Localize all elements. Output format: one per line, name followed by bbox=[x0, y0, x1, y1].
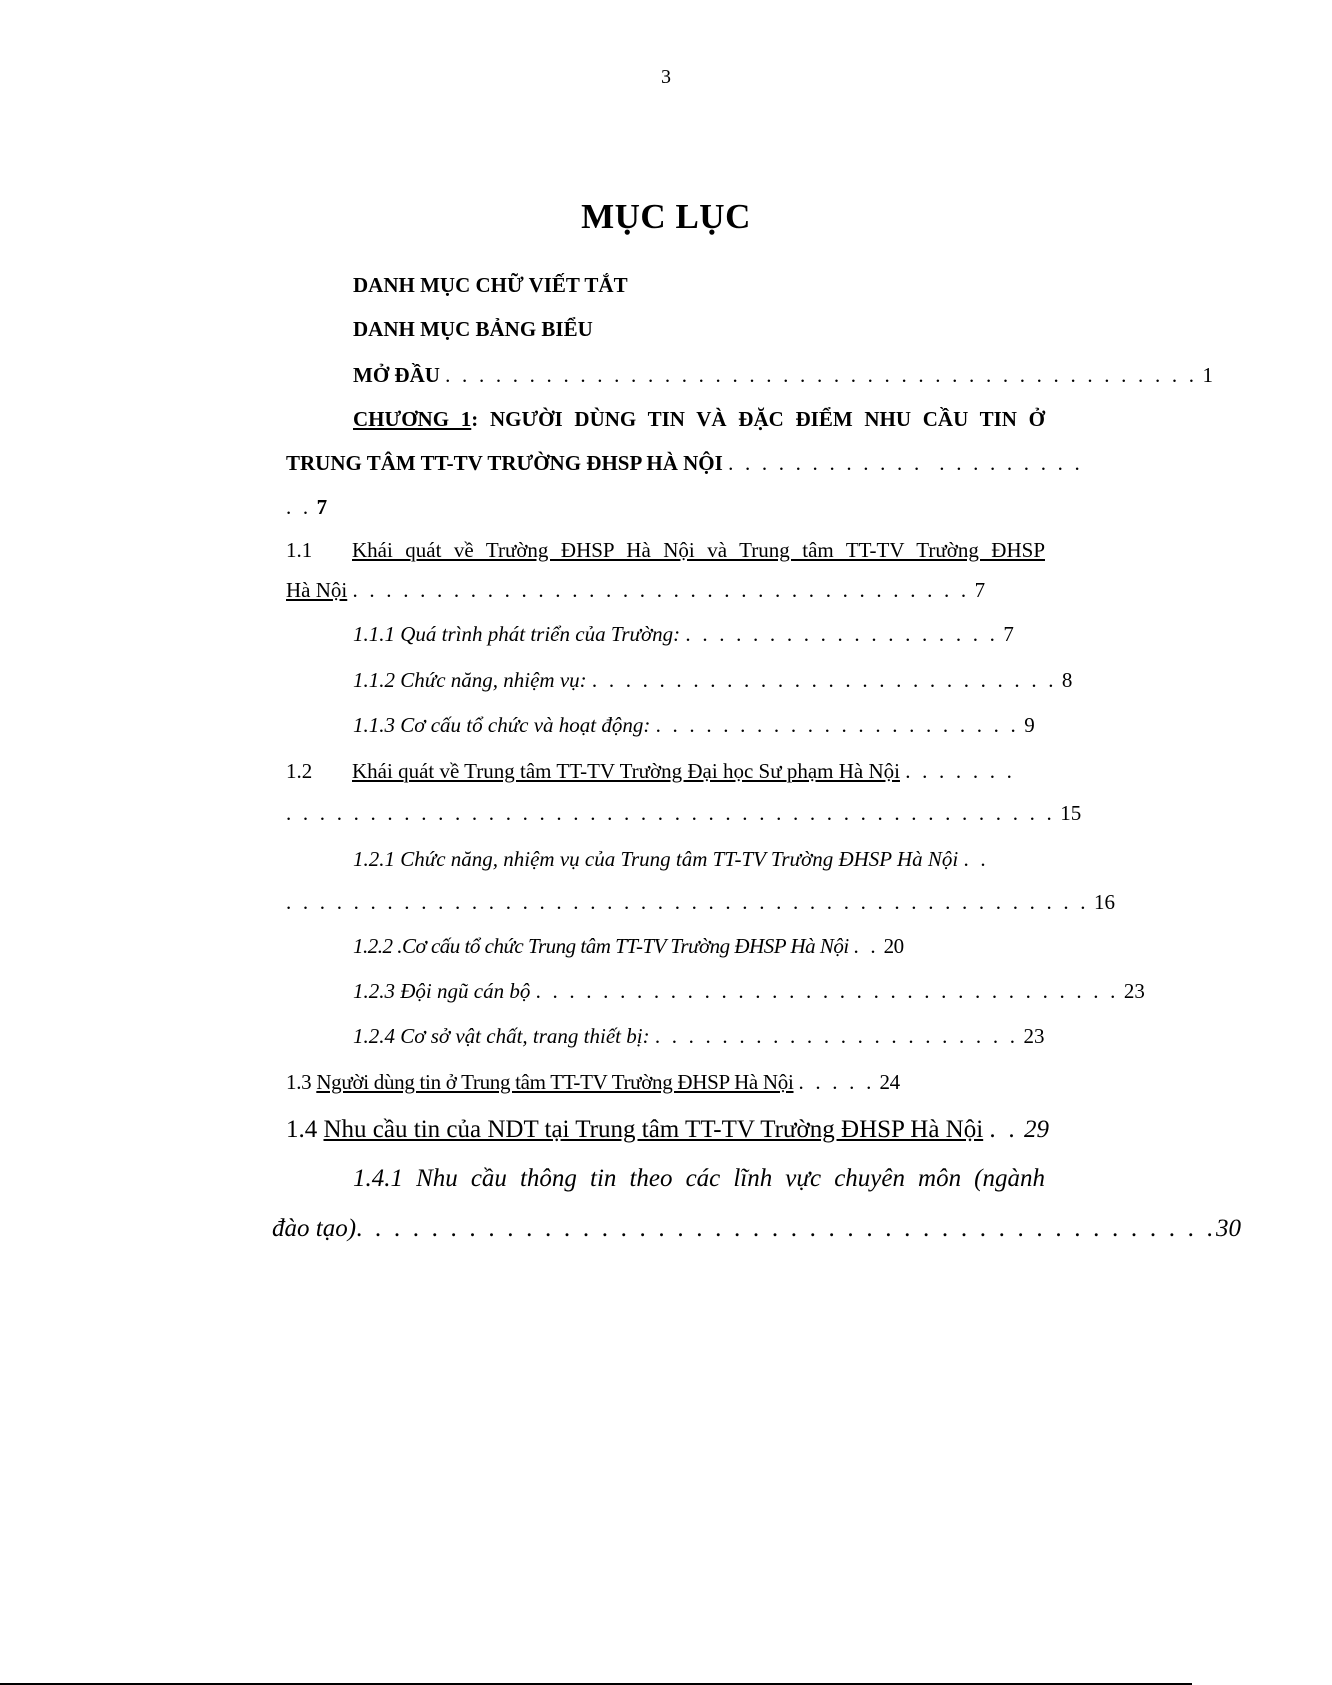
toc-leader-dots: . . bbox=[853, 934, 879, 958]
section-number: 1.1 bbox=[286, 538, 313, 562]
toc-leader-dots: . . bbox=[963, 847, 989, 871]
toc-leader-dots: . . . . . . . . . . . . . . . . . . . . . . bbox=[654, 1024, 1019, 1048]
toc-page-number: 30 bbox=[1215, 1215, 1241, 1242]
chapter-title-line2: TRUNG TÂM TT-TV TRƯỜNG ĐHSP HÀ NỘI bbox=[286, 451, 723, 475]
toc-entry-label: DANH MỤC CHỮ VIẾT TẮT bbox=[353, 273, 628, 297]
toc-entry-1-1-line2 bbox=[286, 580, 985, 601]
toc-page-number: 7 bbox=[1003, 622, 1014, 646]
toc-page-number: 7 bbox=[974, 578, 986, 602]
toc-page-number: 23 bbox=[1023, 1024, 1045, 1048]
toc-page-number: 16 bbox=[1094, 890, 1115, 914]
toc-entry-1-1[interactable] bbox=[286, 540, 1045, 561]
toc-leader-dots: . . . . . . . . . . . . . . . . . . . . . . . . . . . . . . . . . . . bbox=[535, 979, 1119, 1003]
toc-entry-label: 1.2.3 Đội ngũ cán bộ bbox=[353, 979, 531, 1003]
toc-entry-1-2-4[interactable] bbox=[353, 1026, 1044, 1047]
toc-entry-1-2-2[interactable] bbox=[353, 936, 904, 957]
toc-entry-1-4-1[interactable] bbox=[353, 1166, 1045, 1191]
toc-page-number: 24 bbox=[879, 1070, 900, 1094]
toc-leader-dots: . . . . . bbox=[798, 1070, 875, 1094]
section-number: 1.4 bbox=[286, 1116, 318, 1143]
toc-leader-dots: . . . . . . . . . . . . . . . . . . . . . . . . . . . . . . . . . . . . . bbox=[352, 578, 970, 602]
toc-page-number: 7 bbox=[316, 495, 328, 519]
toc-page-number: 1 bbox=[1202, 363, 1213, 387]
toc-entry-1-1-2[interactable] bbox=[353, 670, 1072, 691]
toc-leader-dots: . . . . . . . . . . . . . . . . . . . . . . . . . . . . . . . . . . . . . . . . . . . . . bbox=[445, 363, 1198, 387]
toc-entry-label: 1.2.1 Chức năng, nhiệm vụ của Trung tâm TT-TV Trường ĐHSP Hà Nội bbox=[353, 847, 959, 871]
toc-leader-dots: . . bbox=[286, 495, 312, 519]
toc-leader-dots: . . . . . . . . . . . . . . . . . . . . . . . . . . . . . . . . . . . . . . . . . . . . . . bbox=[286, 801, 1055, 825]
toc-page-number: 15 bbox=[1060, 801, 1082, 825]
toc-entry-1-2-1-page bbox=[286, 892, 1115, 913]
toc-entry-1-4[interactable] bbox=[286, 1117, 1049, 1142]
toc-entry-label: MỞ ĐẦU bbox=[353, 363, 440, 387]
chapter-title-line1: : NGƯỜI DÙNG TIN VÀ ĐẶC ĐIỂM NHU CẦU TIN Ở bbox=[471, 407, 1045, 431]
section-title: Khái quát về Trung tâm TT-TV Trường Đại học Sư phạm Hà Nội bbox=[352, 759, 900, 783]
toc-entry-1-2-page bbox=[286, 803, 1081, 824]
toc-entry-1-2[interactable] bbox=[286, 761, 1015, 782]
chapter-prefix: CHƯƠNG 1 bbox=[353, 407, 472, 431]
toc-leader-dots: . . . . . . . . . . . . . . . . . . . . . bbox=[728, 451, 1083, 475]
section-title: Người dùng tin ở Trung tâm TT-TV Trường ĐHSP Hà Nội bbox=[316, 1070, 794, 1094]
toc-entry-chapter-1-page bbox=[286, 497, 327, 518]
section-title-line1: Khái quát về Trường ĐHSP Hà Nội và Trung tâm TT-TV Trường ĐHSP bbox=[352, 538, 1045, 562]
toc-entry-1-3[interactable] bbox=[286, 1072, 900, 1093]
toc-entry-label: 1.1.2 Chức năng, nhiệm vụ: bbox=[353, 668, 587, 692]
toc-leader-dots: . . . . . . . . . . . . . . . . . . . . . . . . . . . . . . . . . . . . . . . . . . . . . . bbox=[356, 1215, 1216, 1242]
toc-entry-label-line1: 1.4.1 Nhu cầu thông tin theo các lĩnh vực chuyên môn (ngành bbox=[353, 1165, 1045, 1192]
toc-entry-1-2-1[interactable] bbox=[353, 849, 989, 870]
toc-page-number: 8 bbox=[1061, 668, 1073, 692]
toc-entry-label-line2: đào tạo) bbox=[272, 1215, 357, 1242]
toc-page-number: 23 bbox=[1123, 979, 1145, 1003]
toc-entry-label: DANH MỤC BẢNG BIỂU bbox=[353, 317, 593, 341]
toc-page-number: 29 bbox=[1024, 1116, 1050, 1143]
toc-entry-label: 1.1.1 Quá trình phát triển của Trường: bbox=[353, 622, 681, 646]
toc-entry-1-4-1-line2 bbox=[272, 1216, 1241, 1241]
toc-page-number: 20 bbox=[883, 934, 904, 958]
toc-entry-1-1-1[interactable] bbox=[353, 624, 1014, 645]
toc-entry-1-2-3[interactable] bbox=[353, 981, 1145, 1002]
toc-entry-chapter-1[interactable] bbox=[353, 409, 1045, 430]
section-title: Nhu cầu tin của NDT tại Trung tâm TT-TV Trường ĐHSP Hà Nội bbox=[323, 1116, 984, 1143]
page-title: MỤC LỤC bbox=[581, 197, 751, 236]
section-title-line2: Hà Nội bbox=[286, 578, 348, 602]
toc-entry-tables[interactable] bbox=[353, 319, 593, 340]
toc-leader-dots: . . . . . . . . . . . . . . . . . . . bbox=[685, 622, 999, 646]
toc-page-number: 9 bbox=[1024, 713, 1035, 737]
toc-entry-intro[interactable] bbox=[353, 365, 1213, 386]
toc-leader-dots: . . bbox=[989, 1116, 1018, 1143]
toc-entry-abbreviations[interactable] bbox=[353, 275, 628, 296]
page-number: 3 bbox=[661, 66, 671, 88]
toc-leader-dots: . . . . . . . . . . . . . . . . . . . . . . . . . . . . bbox=[591, 668, 1057, 692]
toc-leader-dots: . . . . . . . bbox=[905, 759, 1016, 783]
toc-leader-dots: . . . . . . . . . . . . . . . . . . . . . . bbox=[655, 713, 1019, 737]
toc-entry-1-1-3[interactable] bbox=[353, 715, 1035, 736]
toc-leader-dots: . . . . . . . . . . . . . . . . . . . . . . . . . . . . . . . . . . . . . . . . . . . . . . . . bbox=[286, 890, 1089, 914]
section-number: 1.2 bbox=[286, 759, 313, 783]
toc-entry-label: 1.2.2 .Cơ cấu tổ chức Trung tâm TT-TV Trường ĐHSP Hà Nội bbox=[353, 934, 849, 958]
toc-entry-label: 1.1.3 Cơ cấu tổ chức và hoạt động: bbox=[353, 713, 651, 737]
section-number: 1.3 bbox=[286, 1070, 312, 1094]
toc-entry-chapter-1-line2 bbox=[286, 453, 1083, 474]
toc-entry-label: 1.2.4 Cơ sở vật chất, trang thiết bị: bbox=[353, 1024, 650, 1048]
